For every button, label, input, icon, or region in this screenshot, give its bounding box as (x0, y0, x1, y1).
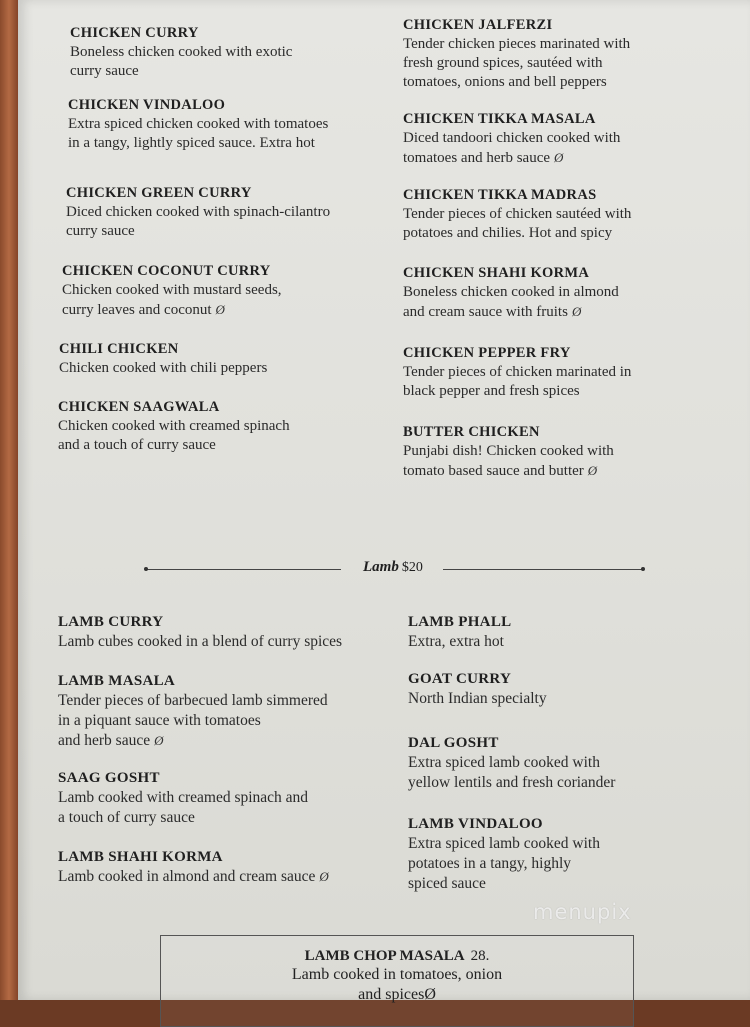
menu-item-description (408, 874, 600, 894)
menu-item (403, 16, 630, 92)
menu-item (58, 672, 328, 751)
description-text: Tender chicken pieces marinated with (403, 36, 631, 52)
menu-item (62, 262, 282, 320)
lamb-section-title (363, 558, 423, 576)
description-text: Punjabi dish! Chicken cooked with (403, 443, 614, 459)
description-text: Boneless chicken cooked in almond (403, 284, 619, 300)
special-desc-text: and spices (358, 986, 425, 1003)
menu-item-description (403, 442, 614, 461)
description-text: Chicken cooked with mustard seeds, (62, 282, 282, 298)
menu-item (408, 815, 600, 894)
menu-item-description (408, 632, 511, 652)
table-edge (0, 0, 20, 1000)
menu-item-description (403, 461, 614, 481)
menu-item (403, 423, 614, 481)
menu-item-description (403, 54, 630, 73)
description-text: curry sauce (66, 223, 135, 239)
description-text: fresh ground spices, sautéed with (403, 55, 603, 71)
menu-item-description (403, 382, 631, 401)
special-desc-line-1: Lamb cooked in tomatoes, onion (291, 966, 503, 983)
description-text: and cream sauce with fruits (403, 304, 568, 320)
menu-item (408, 670, 547, 709)
menu-item-name: LAMB MASALA (58, 673, 176, 689)
description-text: Lamb cubes cooked in a blend of curry spices (58, 633, 343, 650)
menu-item (58, 613, 342, 652)
description-text: potatoes in a tangy, highly (408, 855, 572, 872)
menu-item-name: CHICKEN TIKKA MASALA (403, 111, 596, 127)
divider-dot-right (641, 567, 645, 571)
menu-item-description (403, 148, 620, 168)
description-text: tomatoes and herb sauce (403, 150, 551, 166)
special-name-line (161, 948, 633, 965)
menu-item-description (408, 753, 615, 773)
menu-item-description (58, 788, 308, 808)
description-text: potatoes and chilies. Hot and spicy (403, 225, 613, 241)
description-text: and herb sauce (58, 732, 151, 749)
menu-item-description (408, 689, 547, 709)
menu-item-description (70, 62, 292, 81)
description-text: Extra spiced lamb cooked with (408, 754, 600, 771)
vegetarian-icon: Ø (554, 150, 564, 165)
description-text: yellow lentils and fresh coriander (408, 774, 616, 791)
description-text: Diced chicken cooked with spinach-cilantro (66, 204, 331, 220)
section-title-text: Lamb (363, 559, 399, 575)
vegetarian-icon: Ø (215, 302, 225, 317)
menu-item-description (403, 283, 619, 302)
menu-item (403, 344, 631, 401)
description-text: in a piquant sauce with tomatoes (58, 712, 261, 729)
section-price: $20 (401, 560, 423, 575)
menu-item-description (62, 300, 282, 320)
description-text: tomatoes, onions and bell peppers (403, 74, 607, 90)
menu-item (408, 613, 511, 652)
menu-item-name: LAMB VINDALOO (408, 816, 543, 832)
menu-item (59, 340, 267, 378)
menu-item (403, 186, 631, 243)
description-text: black pepper and fresh spices (403, 383, 580, 399)
description-text: Chicken cooked with creamed spinach (58, 418, 290, 434)
menu-item-name: CHICKEN TIKKA MADRAS (403, 187, 597, 203)
menu-item-name: CHICKEN GREEN CURRY (66, 185, 252, 201)
menu-item-description (70, 43, 292, 62)
vegetarian-icon: Ø (571, 304, 582, 319)
menu-page (18, 0, 750, 1000)
menu-item-name: SAAG GOSHT (58, 770, 160, 786)
description-text: Tender pieces of chicken marinated in (403, 364, 632, 380)
menu-item-description (403, 363, 631, 382)
description-text: Tender pieces of barbecued lamb simmered (58, 692, 328, 709)
menu-item-description (58, 436, 290, 455)
menu-item-description (58, 632, 342, 652)
menu-item-name: CHICKEN CURRY (70, 25, 199, 41)
description-text: curry leaves and coconut (62, 302, 212, 318)
description-text: Diced tandoori chicken cooked with (403, 130, 621, 146)
special-box (160, 935, 634, 1027)
menu-item-description (403, 224, 631, 243)
menu-item-description (408, 854, 600, 874)
menu-item-description (58, 731, 328, 751)
menu-item-name: CHICKEN VINDALOO (68, 97, 226, 113)
description-text: Extra spiced lamb cooked with (408, 835, 600, 852)
menu-item-name: CHICKEN JALFERZI (403, 17, 553, 33)
menu-item-name: CHILI CHICKEN (59, 341, 179, 357)
vegetarian-icon: Ø (154, 733, 164, 748)
menu-item-description (403, 302, 619, 322)
watermark: menupix (533, 900, 632, 924)
menu-item-description (59, 359, 267, 378)
section-divider-left (146, 569, 341, 570)
description-text: a touch of curry sauce (58, 809, 195, 826)
menu-item-name: CHICKEN PEPPER FRY (403, 345, 571, 361)
menu-item-description (66, 203, 330, 222)
menu-item-description (403, 35, 630, 54)
special-price: 28. (470, 948, 490, 964)
menu-item-description (403, 205, 631, 224)
menu-item-name: LAMB PHALL (408, 614, 512, 630)
description-text: curry sauce (70, 63, 139, 79)
description-text: spiced sauce (408, 875, 486, 892)
menu-item-description (62, 281, 282, 300)
description-text: Lamb cooked in almond and cream sauce (58, 868, 316, 885)
menu-item-name: LAMB CURRY (58, 614, 164, 630)
menu-item-description (408, 834, 600, 854)
menu-item (408, 734, 615, 793)
menu-item (66, 184, 330, 241)
description-text: Tender pieces of chicken sautéed with (403, 206, 632, 222)
menu-item (58, 398, 290, 455)
menu-item-name: DAL GOSHT (408, 735, 499, 751)
description-text: and a touch of curry sauce (58, 437, 216, 453)
description-text: Extra, extra hot (408, 633, 504, 650)
special-desc-line-2 (161, 985, 633, 1005)
menu-item-name: CHICKEN SHAHI KORMA (403, 265, 590, 281)
menu-item-name: CHICKEN SAAGWALA (58, 399, 220, 415)
menu-item-description (66, 222, 330, 241)
menu-item-description (58, 867, 329, 887)
menu-item (58, 769, 308, 828)
section-divider-right (443, 569, 643, 570)
menu-item-description (58, 711, 328, 731)
special-name: LAMB CHOP MASALA (304, 948, 465, 964)
description-text: Boneless chicken cooked with exotic (70, 44, 293, 60)
description-text: Chicken cooked with chili peppers (59, 360, 268, 376)
menu-item-description (58, 691, 328, 711)
menu-item-name: CHICKEN COCONUT CURRY (62, 263, 271, 279)
divider-dot-left (144, 567, 148, 571)
menu-item-name: LAMB SHAHI KORMA (58, 849, 223, 865)
description-text: Lamb cooked with creamed spinach and (58, 789, 309, 806)
description-text: in a tangy, lightly spiced sauce. Extra hot (68, 135, 315, 151)
menu-item (68, 96, 328, 153)
menu-item-name: BUTTER CHICKEN (403, 424, 540, 440)
description-text: tomato based sauce and butter (403, 463, 584, 479)
menu-item (70, 24, 292, 81)
vegetarian-icon: Ø (587, 463, 598, 478)
menu-item-description (403, 73, 630, 92)
menu-item (403, 264, 619, 322)
menu-item (403, 110, 620, 168)
menu-item-description (58, 417, 290, 436)
menu-item-description (68, 134, 328, 153)
menu-item-description (403, 129, 620, 148)
vegetarian-icon: Ø (424, 986, 436, 1003)
menu-item-description (68, 115, 328, 134)
menu-item-description (58, 808, 308, 828)
description-text: North Indian specialty (408, 690, 547, 707)
menu-item (58, 848, 329, 887)
vegetarian-icon: Ø (319, 869, 329, 884)
menu-item-name: GOAT CURRY (408, 671, 512, 687)
description-text: Extra spiced chicken cooked with tomatoes (68, 116, 329, 132)
menu-item-description (408, 773, 615, 793)
